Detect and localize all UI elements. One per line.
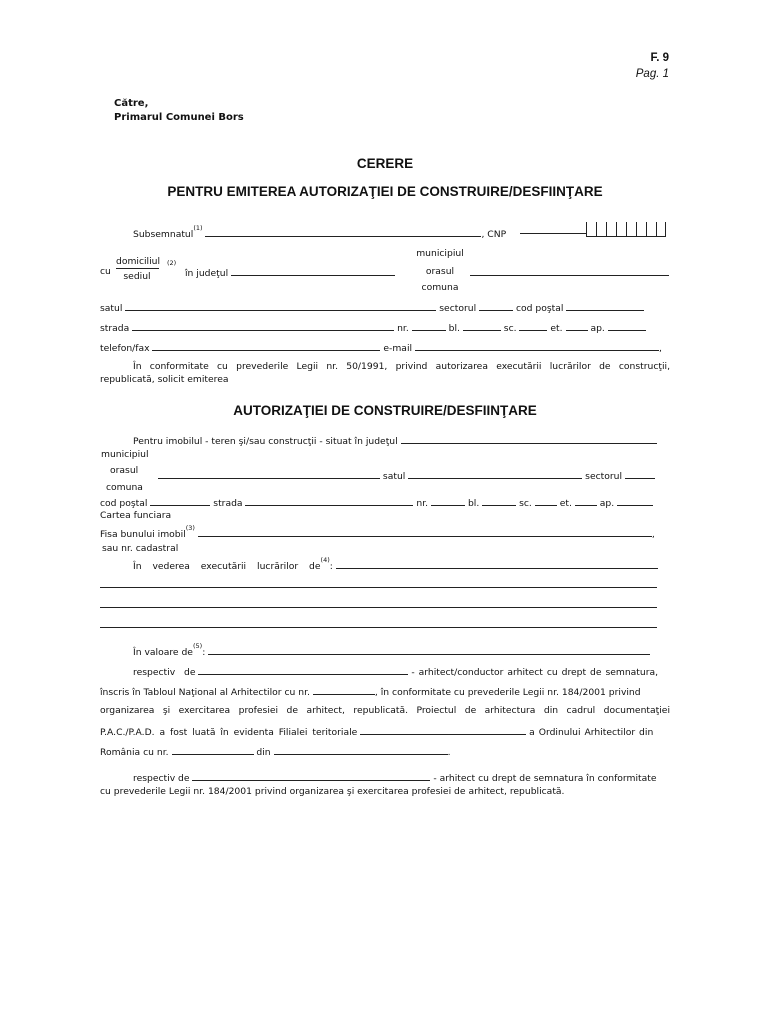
- footnote-2: (2): [167, 259, 177, 267]
- email-label: e-mail: [383, 343, 413, 354]
- arhitect2-name-field[interactable]: [192, 771, 430, 781]
- lucrari-field[interactable]: [336, 559, 658, 569]
- recipient-line1: Către,: [114, 98, 149, 109]
- s2-sectorul-field[interactable]: [625, 469, 655, 479]
- cnp-boxes[interactable]: [586, 222, 666, 237]
- footnote-4: (4): [320, 556, 330, 564]
- comuna-label: comuna: [421, 282, 459, 293]
- bl-label: bl.: [448, 323, 460, 334]
- comma: ,: [658, 343, 662, 354]
- imobil-judet-row: [133, 434, 657, 447]
- in-judetul-label: în judeţul: [185, 268, 229, 279]
- et-field[interactable]: [566, 321, 588, 331]
- s2-comuna-label: comuna: [106, 482, 143, 493]
- s2-sectorul-label: sectorul: [585, 471, 623, 482]
- s2-orasul-label: orasul: [110, 465, 139, 476]
- conformitate-paragraph-end: republicată, solicit emiterea: [100, 374, 229, 385]
- imobil-judet-field[interactable]: [401, 434, 657, 444]
- judet-field[interactable]: [231, 266, 395, 276]
- inscris-label: înscris în Tabloul Naţional al Arhitectilor cu nr.: [100, 687, 310, 698]
- orasul-label: orasul: [425, 266, 455, 277]
- lucrari-row: În vederea executării lucrărilor $de^{(4)}$:: [133, 559, 658, 572]
- nr-field[interactable]: [412, 321, 446, 331]
- conform-legii-label: , în conformitate cu prevederile Legii nr. 184/2001 privind: [374, 687, 641, 698]
- din-label: din: [256, 747, 271, 758]
- arhitect-text-2: - arhitect cu drept de semnatura în conformitate: [433, 773, 657, 784]
- cu-label: cu: [100, 266, 111, 277]
- sc-label: sc.: [503, 323, 517, 334]
- fisa-field[interactable]: [198, 527, 652, 537]
- et-label: et.: [550, 323, 563, 334]
- respectiv-label-1: respectiv de: [133, 667, 196, 678]
- applicant-name-row: [133, 224, 507, 240]
- cnp-label: , CNP: [481, 229, 507, 240]
- contact-row: [100, 341, 662, 354]
- fisa-label: Fisa bunului imobil: [100, 529, 186, 540]
- footnote-1: (1): [193, 224, 203, 232]
- form-code: F. 9: [650, 52, 669, 64]
- organizarea-text: organizarea şi exercitarea profesiei de arhitect, republicată. Proiectul de arhitectura din cadrul documentaţiei: [100, 705, 670, 716]
- lucrari-line-2[interactable]: [100, 587, 657, 588]
- s2-municipiul-label: municipiul: [101, 449, 149, 460]
- s2-sc-field[interactable]: [535, 496, 557, 506]
- ap-label: ap.: [590, 323, 605, 334]
- oar-date-field[interactable]: [274, 745, 448, 755]
- cartea-funciara-label: Cartea funciara: [100, 510, 172, 521]
- arhitect2-row: [133, 771, 657, 784]
- lucrari-line-3[interactable]: [100, 607, 657, 608]
- subsemnatul-label: Subsemnatul: [133, 229, 194, 240]
- s2-ap-label: ap.: [599, 498, 615, 509]
- s2-sc-label: sc.: [519, 498, 532, 509]
- sectorul-label: sectorul: [439, 303, 477, 314]
- cod-postal-field[interactable]: [566, 301, 644, 311]
- pentru-imobilul-label: Pentru imobilul - teren şi/sau construcţii - situat în judeţul: [133, 436, 398, 447]
- cod-postal-label: cod poştal: [515, 303, 564, 314]
- judet-row: [185, 266, 395, 279]
- s2-strada-field[interactable]: [245, 496, 413, 506]
- section2-title: AUTORIZAŢIEI DE CONSTRUIRE/DESFIINŢARE: [233, 403, 537, 418]
- legea-text: cu prevederile Legii nr. 184/2001 privind organizarea şi exercitarea profesiei de arhitect, republicată.: [100, 786, 565, 797]
- localitate-field[interactable]: [470, 266, 669, 276]
- strada-field[interactable]: [132, 321, 394, 331]
- conformitate-paragraph: În conformitate cu prevederile Legii nr. 50/1991, privind autorizarea executării lucrărilor de construcţii,: [133, 361, 670, 372]
- s2-nr-field[interactable]: [431, 496, 465, 506]
- strada-row: [100, 321, 646, 334]
- satul-row: [100, 301, 644, 314]
- nr-label: nr.: [397, 323, 409, 334]
- s2-et-label: et.: [559, 498, 572, 509]
- s2-cod-postal-label: cod poştal: [100, 498, 148, 509]
- romania-row: România cu nr. din .: [100, 747, 451, 758]
- s2-bl-field[interactable]: [482, 496, 516, 506]
- s2-strada-row: [100, 496, 653, 509]
- filiala-field[interactable]: [360, 725, 526, 735]
- email-field[interactable]: [415, 341, 659, 351]
- s2-et-field[interactable]: [575, 496, 597, 506]
- sediul-label: sediul: [123, 271, 151, 282]
- romania-label: România cu nr.: [100, 747, 169, 758]
- sc-field[interactable]: [519, 321, 547, 331]
- s2-nr-label: nr.: [416, 498, 429, 509]
- recipient-line2: Primarul Comunei Bors: [114, 112, 244, 123]
- valoare-row: În valoare $de^{(5)}$:: [133, 645, 650, 658]
- valoare-label: În valoare de: [133, 647, 193, 658]
- s2-satul-field[interactable]: [408, 469, 582, 479]
- pac-row: [100, 725, 653, 738]
- s2-ap-field[interactable]: [617, 496, 653, 506]
- fisa-row: Fisa bunului imobil$^{(3)}$ ,: [100, 524, 655, 540]
- cnp-lead-line: [520, 219, 586, 234]
- bl-field[interactable]: [463, 321, 501, 331]
- sectorul-field[interactable]: [479, 301, 513, 311]
- domiciliul-label: domiciliul: [116, 256, 161, 267]
- telefon-label: telefon/fax: [100, 343, 150, 354]
- page-number: Pag. 1: [635, 68, 669, 80]
- lucrari-line-4[interactable]: [100, 627, 657, 628]
- s2-satul-label: satul: [382, 471, 406, 482]
- tablou-nr-field[interactable]: [313, 685, 375, 695]
- document-subtitle: PENTRU EMITEREA AUTORIZAŢIEI DE CONSTRUIRE/DESFIINŢARE: [167, 184, 603, 199]
- arhitect-name-field[interactable]: [198, 665, 408, 675]
- satul-field[interactable]: [125, 301, 436, 311]
- oar-nr-field[interactable]: [172, 745, 254, 755]
- tablou-row: [100, 685, 641, 698]
- arhitect-text-1: - arhitect/conductor arhitect cu drept de semnatura,: [411, 667, 659, 678]
- s2-strada-label: strada: [213, 498, 243, 509]
- nr-cadastral-label: sau nr. cadastral: [102, 543, 179, 554]
- s2-localitate-row: [158, 469, 655, 482]
- strada-label: strada: [100, 323, 130, 334]
- ordinul-label: a Ordinului Arhitectilor din: [529, 727, 654, 738]
- pac-label: P.A.C./P.A.D. a fost luată în evidenta Filialei teritoriale: [100, 727, 358, 738]
- telefon-field[interactable]: [152, 341, 380, 351]
- municipiul-label: municipiul: [416, 248, 464, 259]
- respectiv-label-2: respectiv de: [133, 773, 190, 784]
- s2-cod-postal-field[interactable]: [150, 496, 210, 506]
- ap-field[interactable]: [608, 321, 646, 331]
- cnp-field[interactable]: [520, 219, 666, 237]
- name-field[interactable]: [205, 227, 481, 237]
- s2-bl-label: bl.: [467, 498, 480, 509]
- valoare-field[interactable]: [208, 645, 650, 655]
- footnote-5: (5): [192, 642, 203, 650]
- fraction-divider: [116, 268, 159, 269]
- in-vederea-label: În vederea executării lucrărilor de: [133, 561, 321, 572]
- satul-label: satul: [100, 303, 123, 314]
- document-title: CERERE: [356, 156, 414, 171]
- s2-localitate-field[interactable]: [158, 469, 380, 479]
- arhitect-row: [133, 665, 658, 678]
- footnote-3: (3): [185, 524, 195, 532]
